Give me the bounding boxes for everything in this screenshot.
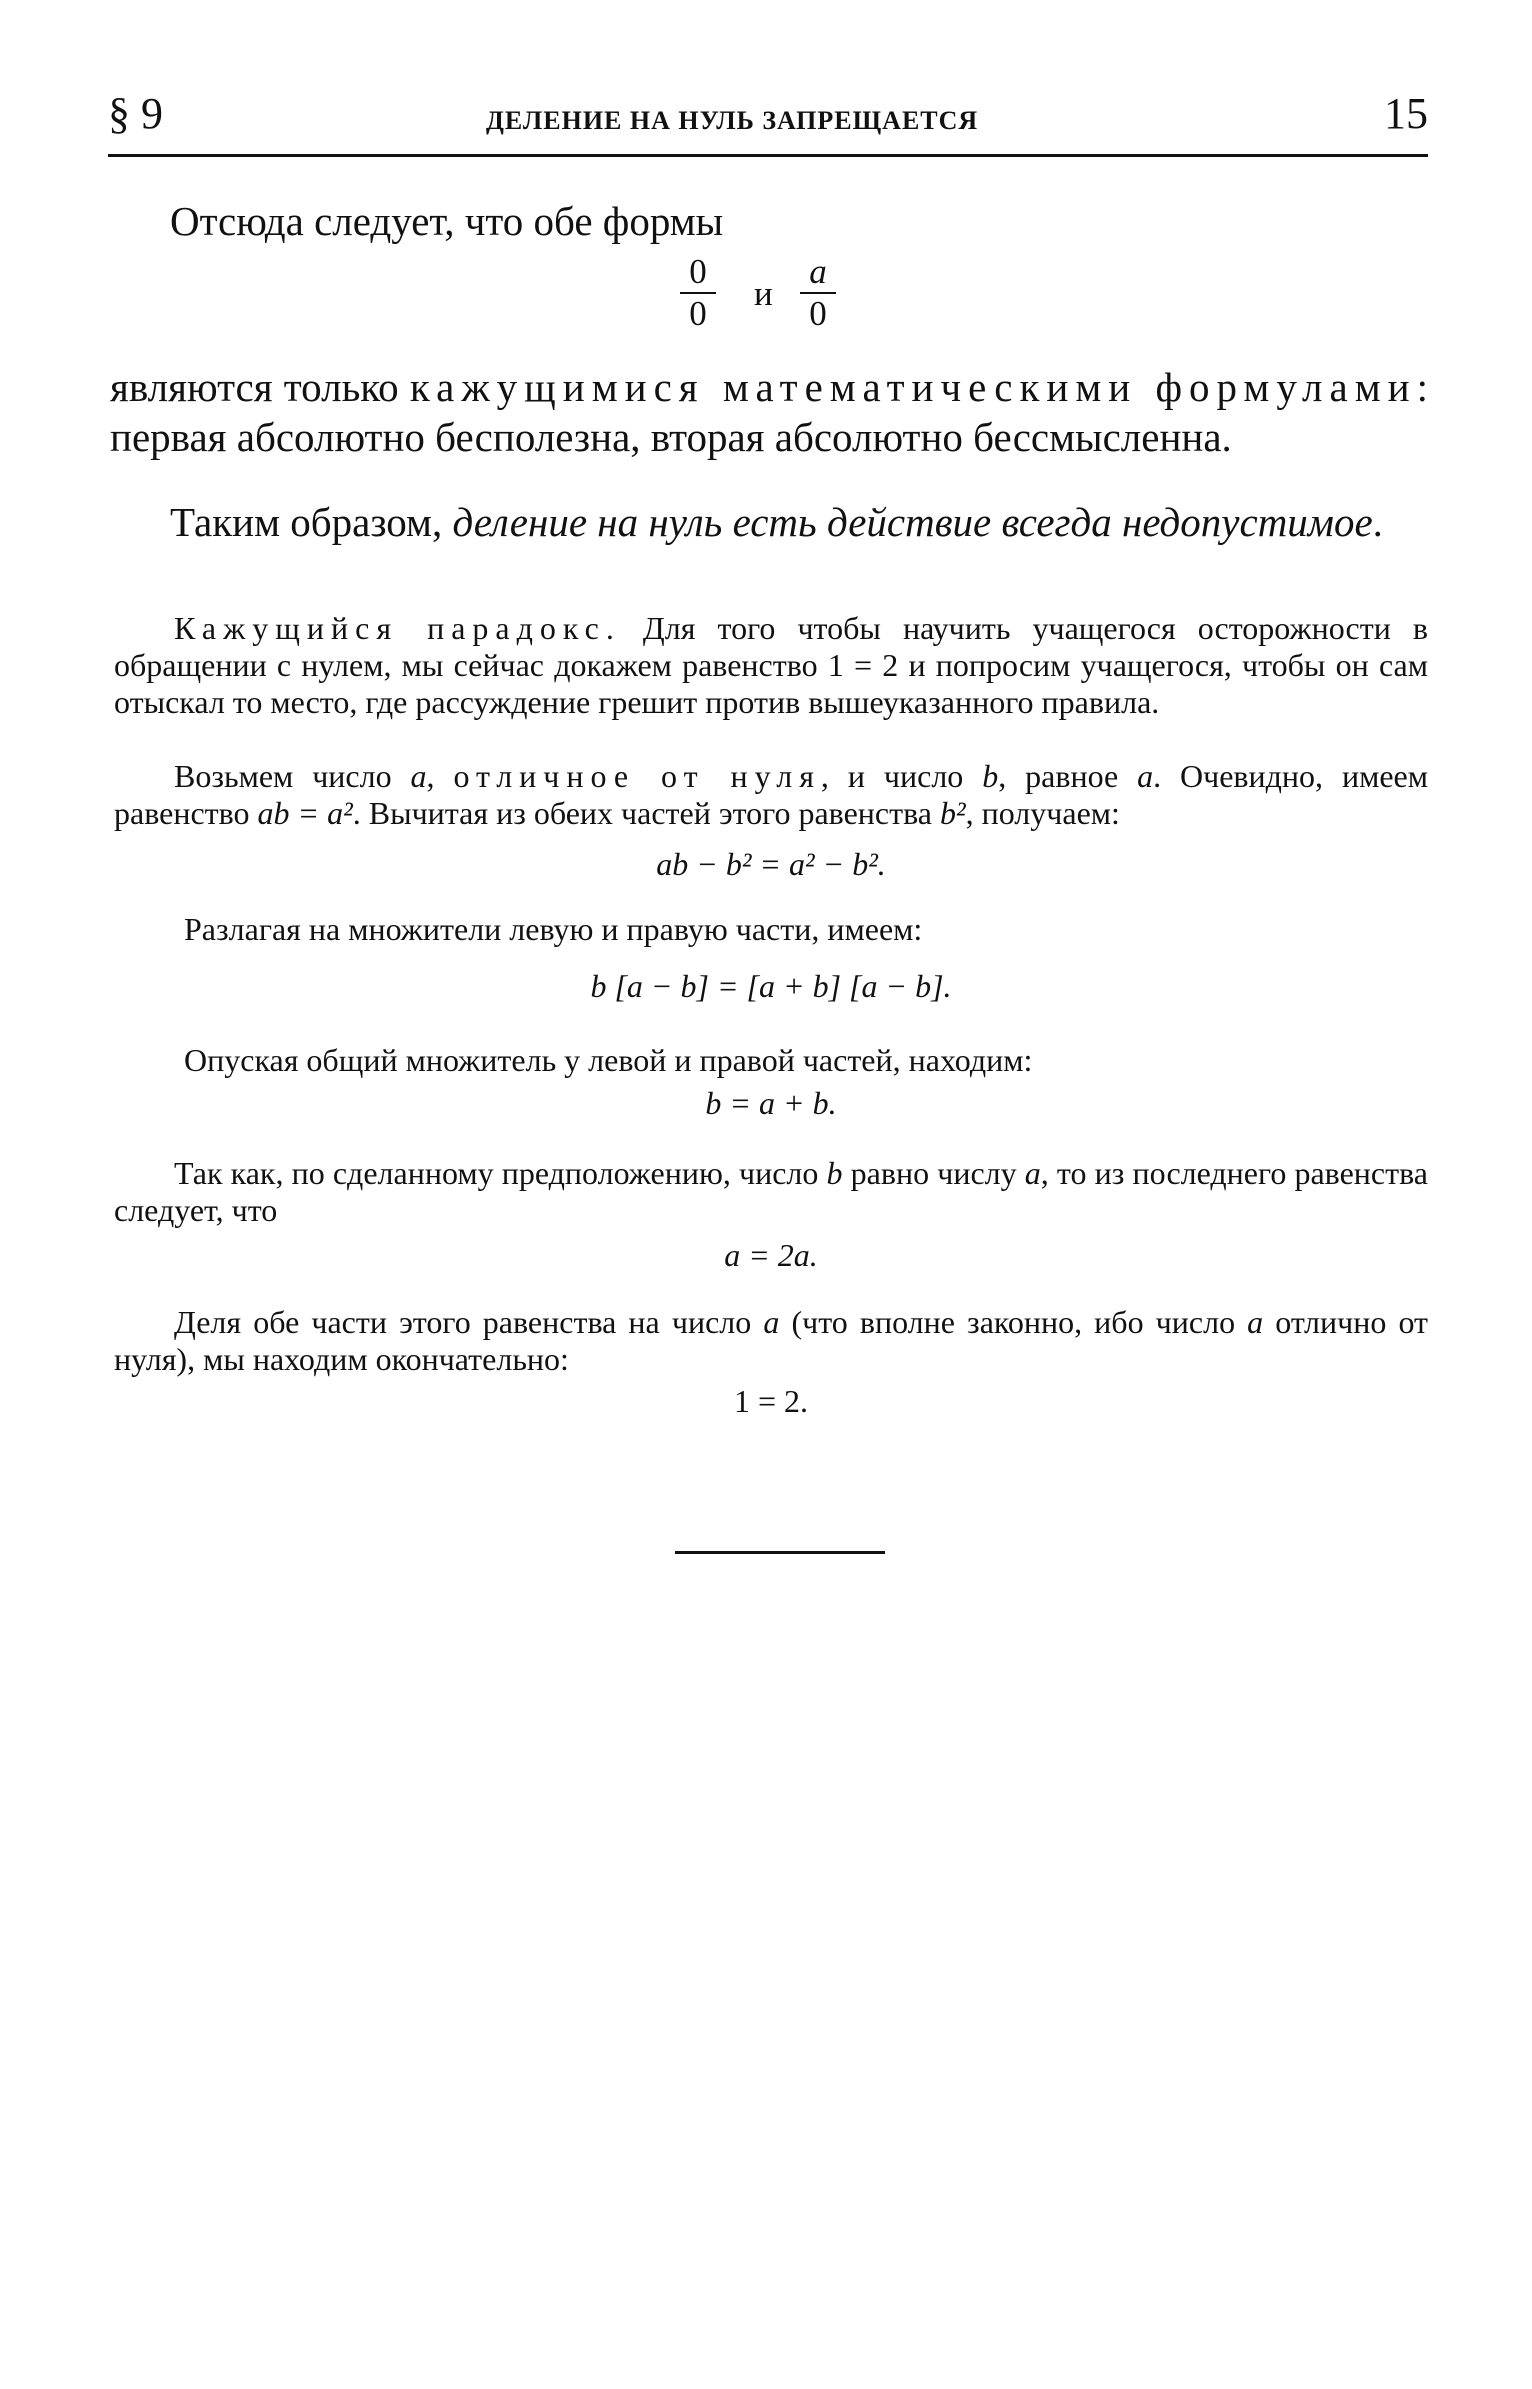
equation-4: a = 2a.: [724, 1237, 818, 1273]
fraction-denominator: 0: [689, 294, 707, 333]
text: . Вычитая из обеих частей этого равенства: [352, 795, 940, 831]
forms-fractions: [680, 252, 840, 342]
spaced-emphasis: кажущимися математическими формулами: [409, 364, 1417, 410]
var-b: b: [826, 1155, 843, 1191]
inline-equation: ab = a²: [257, 795, 353, 831]
paragraph-since: [114, 1155, 1428, 1229]
italic-emphasis: деление на нуль есть действие всегда недопустимое: [452, 499, 1373, 545]
text: , равное: [998, 758, 1138, 794]
conjunction: и: [754, 274, 773, 313]
paragraph-factor: Разлагая на множители левую и правую части, имеем:: [184, 911, 923, 947]
paragraph-apparent-formulas: [110, 362, 1428, 462]
end-rule: [675, 1551, 885, 1554]
text: .: [1372, 499, 1383, 545]
paragraph-take-number: [114, 758, 1428, 832]
paragraph-conclusion: [110, 497, 1428, 547]
var-a: a: [1137, 758, 1154, 794]
text: отлично от нуля), мы находим окончательно:: [114, 1304, 1429, 1377]
page-number: 15: [1384, 89, 1428, 138]
text: , то из последнего равенства следует, что: [114, 1155, 1429, 1228]
var-b-squared: b²: [940, 795, 966, 831]
text: Возьмем число: [174, 758, 411, 794]
text: являются только: [110, 364, 410, 410]
fraction-denominator: 0: [809, 294, 827, 333]
fraction-a-over-zero: [800, 252, 836, 334]
equation-5: 1 = 2.: [733, 1383, 809, 1419]
intro-line: Отсюда следует, что обе формы: [170, 198, 724, 244]
text: Таким образом,: [170, 499, 453, 545]
var-b: b: [982, 758, 999, 794]
var-a: a: [1024, 1155, 1041, 1191]
var-a: a: [763, 1304, 780, 1340]
text: , получаем:: [965, 795, 1120, 831]
var-a: a: [1247, 1304, 1264, 1340]
fraction-numerator: 0: [680, 252, 716, 294]
text: Деля обе части этого равенства на число: [174, 1304, 764, 1340]
spaced-emphasis: отличное от нуля: [453, 758, 821, 794]
running-header: [108, 88, 1428, 158]
paradox-heading: Кажущийся парадокс.: [174, 610, 621, 646]
var-a: a: [410, 758, 427, 794]
text: Для того чтобы научить учащегося осторожности в обращении с нулем, мы сейчас докажем равенство 1 = 2 и попросим учащегося, чтобы он сам отыскал то место, где рассуждение грешит против вышеуказанного правила.: [114, 610, 1429, 720]
fraction-numerator: [800, 252, 836, 294]
text: Так как, по сделанному предположению, число: [174, 1155, 827, 1191]
running-title: ДЕЛЕНИЕ НА НУЛЬ ЗАПРЕЩАЕТСЯ: [486, 106, 979, 135]
text: , и число: [820, 758, 983, 794]
text: ,: [426, 758, 454, 794]
header-rule: [108, 154, 1428, 157]
paragraph-divide: [114, 1304, 1428, 1378]
equation-2: b [a − b] = [a + b] [a − b].: [590, 968, 952, 1004]
equation-1: ab − b² = a² − b².: [656, 846, 886, 882]
text: (что вполне законно, ибо число: [779, 1304, 1248, 1340]
text: равно числу: [842, 1155, 1025, 1191]
text: : первая абсолютно бесполезна, вторая абсолютно бессмысленна.: [110, 364, 1429, 460]
text: . Очевидно, имеем равенство: [114, 758, 1428, 831]
paragraph-cancel: Опуская общий множитель у левой и правой частей, находим:: [184, 1042, 1033, 1078]
var-a: a: [809, 252, 827, 291]
fraction-zero-over-zero: [680, 252, 716, 334]
section-number: § 9: [108, 89, 163, 138]
paragraph-paradox: [114, 610, 1428, 721]
equation-3: b = a + b.: [705, 1085, 837, 1121]
